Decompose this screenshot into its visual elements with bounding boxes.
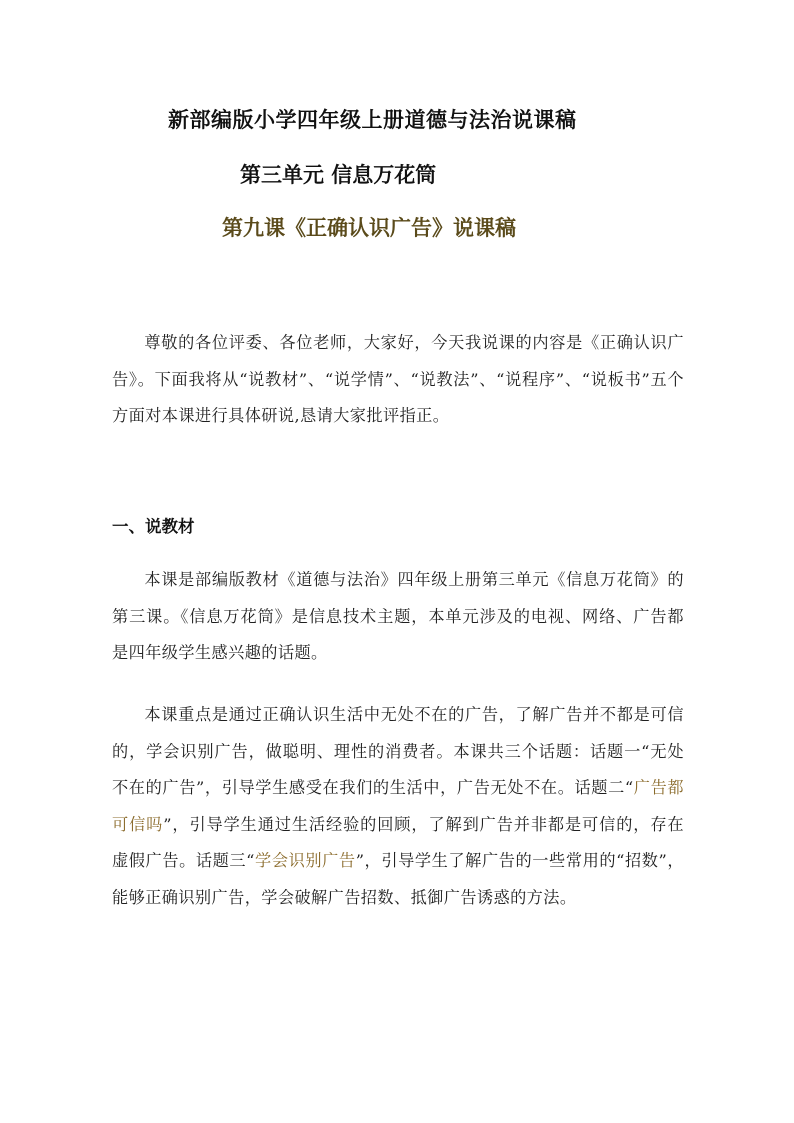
unit-title: 第三单元 信息万花筒: [240, 162, 437, 187]
lesson-title: 第九课《正确认识广告》说课稿: [222, 215, 516, 240]
textbook-paragraph-1: 本课是部编版教材《道德与法治》四年级上册第三单元《信息万花筒》的第三课。《信息万花筒》是信息技术主题，本单元涉及的电视、网络、广告都是四年级学生感兴趣的话题。: [112, 570, 684, 662]
section-heading-textbook: 一、说教材: [112, 517, 195, 536]
document-title: 新部编版小学四年级上册道德与法治说课稿: [168, 107, 577, 132]
topic-3-title: 学会识别广告: [254, 851, 356, 870]
topic-2-title: 广告都可信吗: [112, 778, 684, 834]
paragraph-text: 本课重点是通过正确认识生活中无处不在的广告，了解广告并不都是可信的，学会识别广告，做聪明、理性的消费者。本课共三个话题：话题一“无处不在的广告”，引导学生感受在我们的生活中，广告无处不在。话题二“: [112, 705, 684, 797]
paragraph-text: ”，引导学生通过生活经验的回顾，了解到广告并非都是可信的，存在虚假广告。话题三“: [112, 814, 684, 870]
paragraph-text: ”，引导学生了解广告的一些常用的“招数”，能够正确识别广告，学会破解广告招数、抵御广告诱惑的方法。: [112, 851, 684, 907]
intro-paragraph: 尊敬的各位评委、各位老师，大家好，今天我说课的内容是《正确认识广告》。下面我将从“说教材”、“说学情”、“说教法”、“说程序”、“说板书”五个方面对本课进行具体研说,恳请大家批评指正。: [112, 333, 684, 425]
textbook-paragraph-2: [112, 697, 684, 916]
